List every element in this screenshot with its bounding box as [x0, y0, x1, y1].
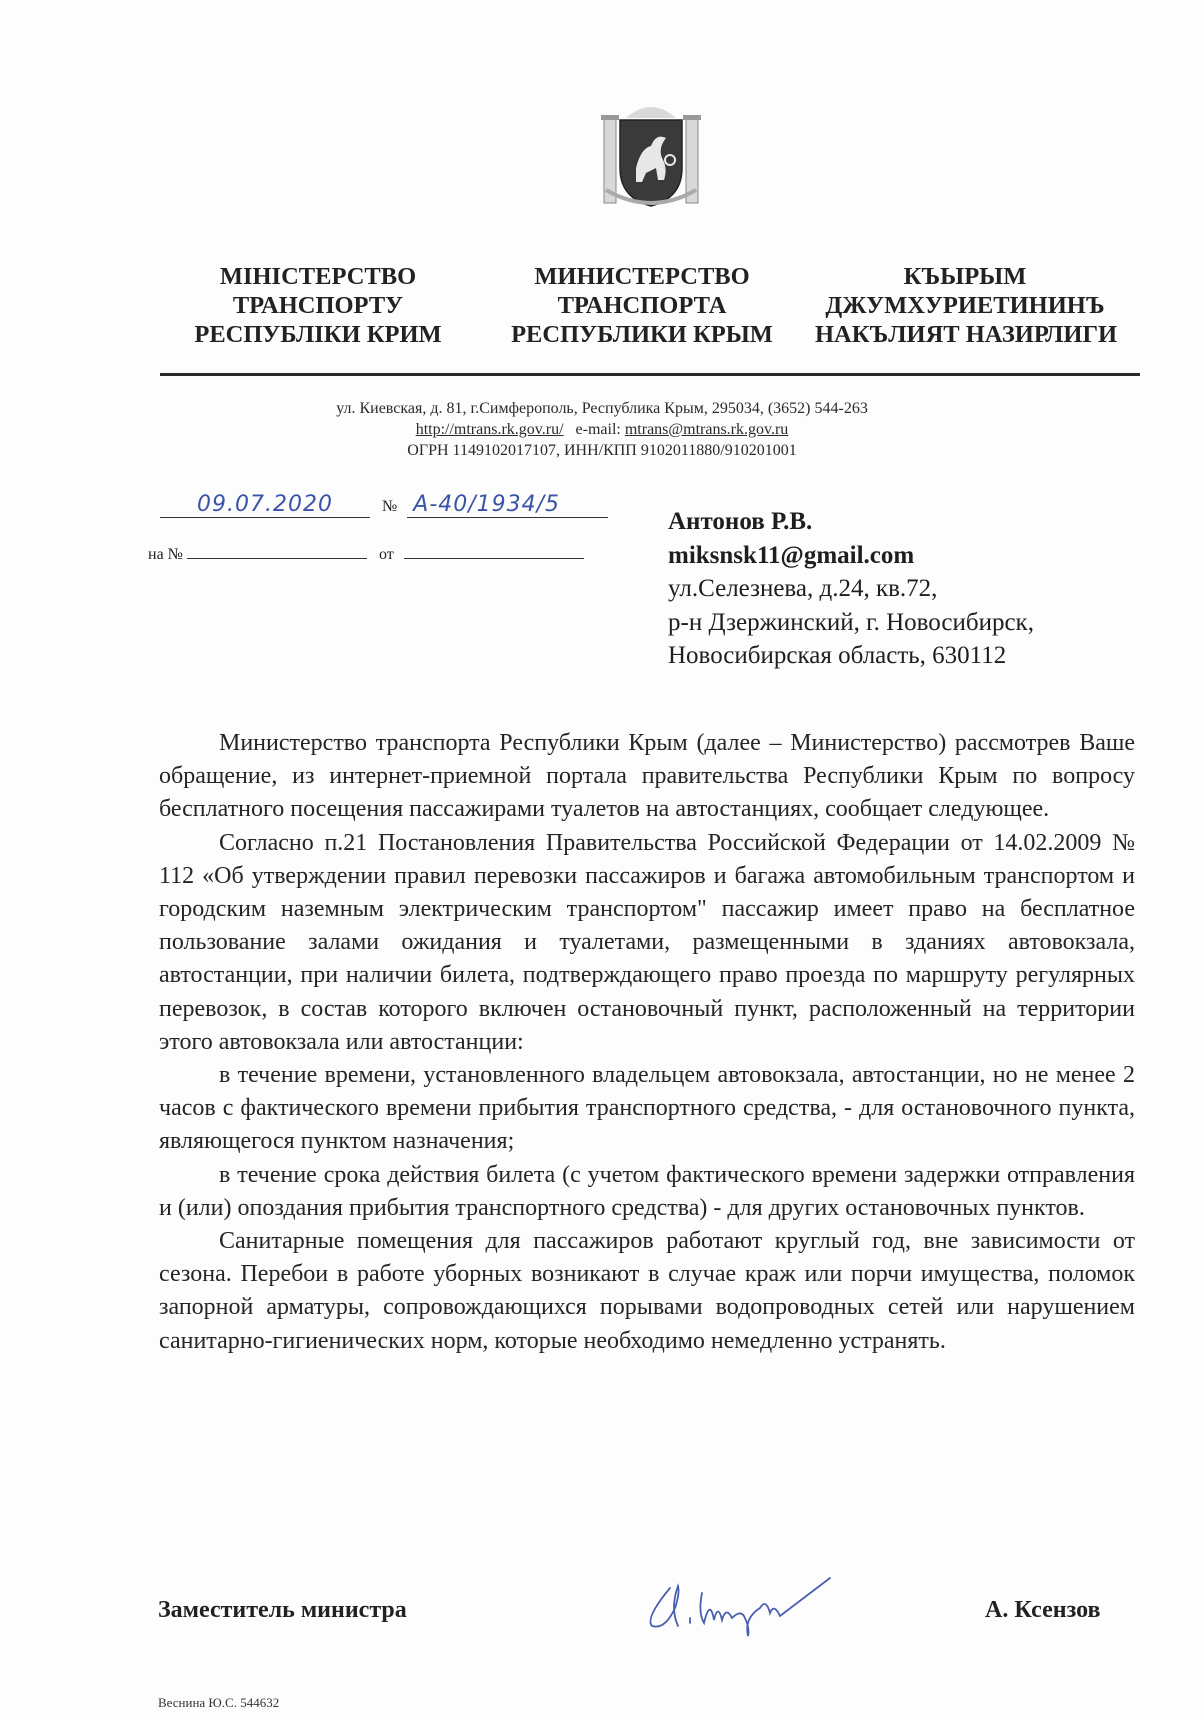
registration-number: А-40/1934/5	[407, 492, 608, 518]
ref-date-field	[404, 540, 584, 559]
letter-body	[159, 727, 1135, 1358]
recipient-block	[668, 505, 1034, 673]
header-line: КЪЫРЫМ	[903, 263, 1027, 290]
contacts-block	[0, 398, 1204, 461]
registry-numbers: ОГРН 1149102017107, ИНН/КПП 9102011880/910201001	[407, 442, 797, 459]
web-contacts	[0, 419, 1204, 440]
header-line: МИНИСТЕРСТВО	[534, 263, 750, 290]
address: ул. Киевская, д. 81, г.Симферополь, Республика Крым, 295034, (3652) 544-263	[336, 400, 868, 417]
ref-label: на №	[148, 546, 183, 563]
header-line: РЕСПУБЛИКИ КРЫМ	[511, 321, 773, 348]
crimea-coat-of-arms-icon	[596, 98, 706, 218]
header-line: ТРАНСПОРТУ	[232, 292, 404, 319]
recipient-address-line: Новосибирская область, 630112	[668, 642, 1007, 669]
email-link[interactable]: mtrans@mtrans.rk.gov.ru	[624, 421, 789, 438]
header-crimean-tatar	[815, 262, 1118, 349]
executor-info: Веснина Ю.С. 544632	[158, 1695, 280, 1710]
ref-number-field	[187, 540, 367, 559]
website-link[interactable]: http://mtrans.rk.gov.ru/	[415, 421, 564, 438]
header-line: РЕСПУБЛІКИ КРИМ	[194, 321, 442, 348]
registration-date-row	[160, 492, 608, 518]
recipient-address-line: ул.Селезнева, д.24, кв.72,	[668, 575, 938, 602]
handwritten-signature-icon	[640, 1568, 900, 1643]
signer-name: А. Ксензов	[985, 1597, 1101, 1623]
header-divider	[160, 373, 1140, 376]
from-label: от	[378, 546, 394, 563]
reference-row	[148, 540, 584, 564]
recipient-address-line: р-н Дзержинский, г. Новосибирск,	[668, 608, 1034, 636]
recipient-name: Антонов Р.В.	[668, 508, 813, 535]
header-line: ДЖУМХУРИЕТИНИНЪ	[825, 292, 1105, 319]
header-line: НАКЪЛИЯТ НАЗИРЛИГИ	[815, 321, 1118, 348]
header-line: МІНІСТЕРСТВО	[219, 263, 417, 290]
header-ukrainian	[168, 262, 468, 349]
email-label: e-mail:	[575, 421, 621, 438]
body-paragraph: в течение времени, установленного владельцем автовокзала, автостанции, но не менее 2 часов с фактического времени прибытия транспортного средства, - для остановочного пункта, являющегося пунктом назначения;	[159, 1062, 1135, 1155]
number-label: №	[382, 498, 398, 515]
header-line: ТРАНСПОРТА	[557, 292, 727, 319]
body-paragraph: Санитарные помещения для пассажиров работают круглый год, вне зависимости от сезона. Перебои в работе уборных возникают в случае краж или порчи имущества, поломок запорной арматуры, сопровождающихся порывами водопроводных сетей или нарушением санитарно-гигиенических норм, которые необходимо немедленно устранять.	[159, 1228, 1135, 1354]
registration-date: 09.07.2020	[160, 492, 370, 518]
header-russian	[492, 262, 792, 349]
body-paragraph: в течение срока действия билета (с учетом фактического времени задержки отправления и (или) опоздания прибытия транспортного средства) - для других остановочных пунктов.	[159, 1161, 1135, 1221]
body-paragraph: Согласно п.21 Постановления Правительства Российской Федерации от 14.02.2009 № 112 «Об утверждении правил перевозки пассажиров и багажа автомобильным транспортом и городским наземным электрическим транспортом" пассажир имеет право на бесплатное пользование залами ожидания и туалетами, размещенными в зданиях автовокзала, автостанции, при наличии билета, подтверждающего право проезда по маршруту регулярных перевозок, в состав которого включен остановочный пункт, расположенный на территории этого автовокзала или автостанции:	[159, 829, 1135, 1055]
signer-position: Заместитель министра	[158, 1597, 407, 1623]
recipient-email: miksnsk11@gmail.com	[668, 541, 915, 569]
body-paragraph: Министерство транспорта Республики Крым (далее – Министерство) рассмотрев Ваше обращение, из интернет-приемной портала правительства Республики Крым по вопросу бесплатного посещения пассажирами туалетов на автостанциях, сообщает следующее.	[159, 730, 1135, 823]
